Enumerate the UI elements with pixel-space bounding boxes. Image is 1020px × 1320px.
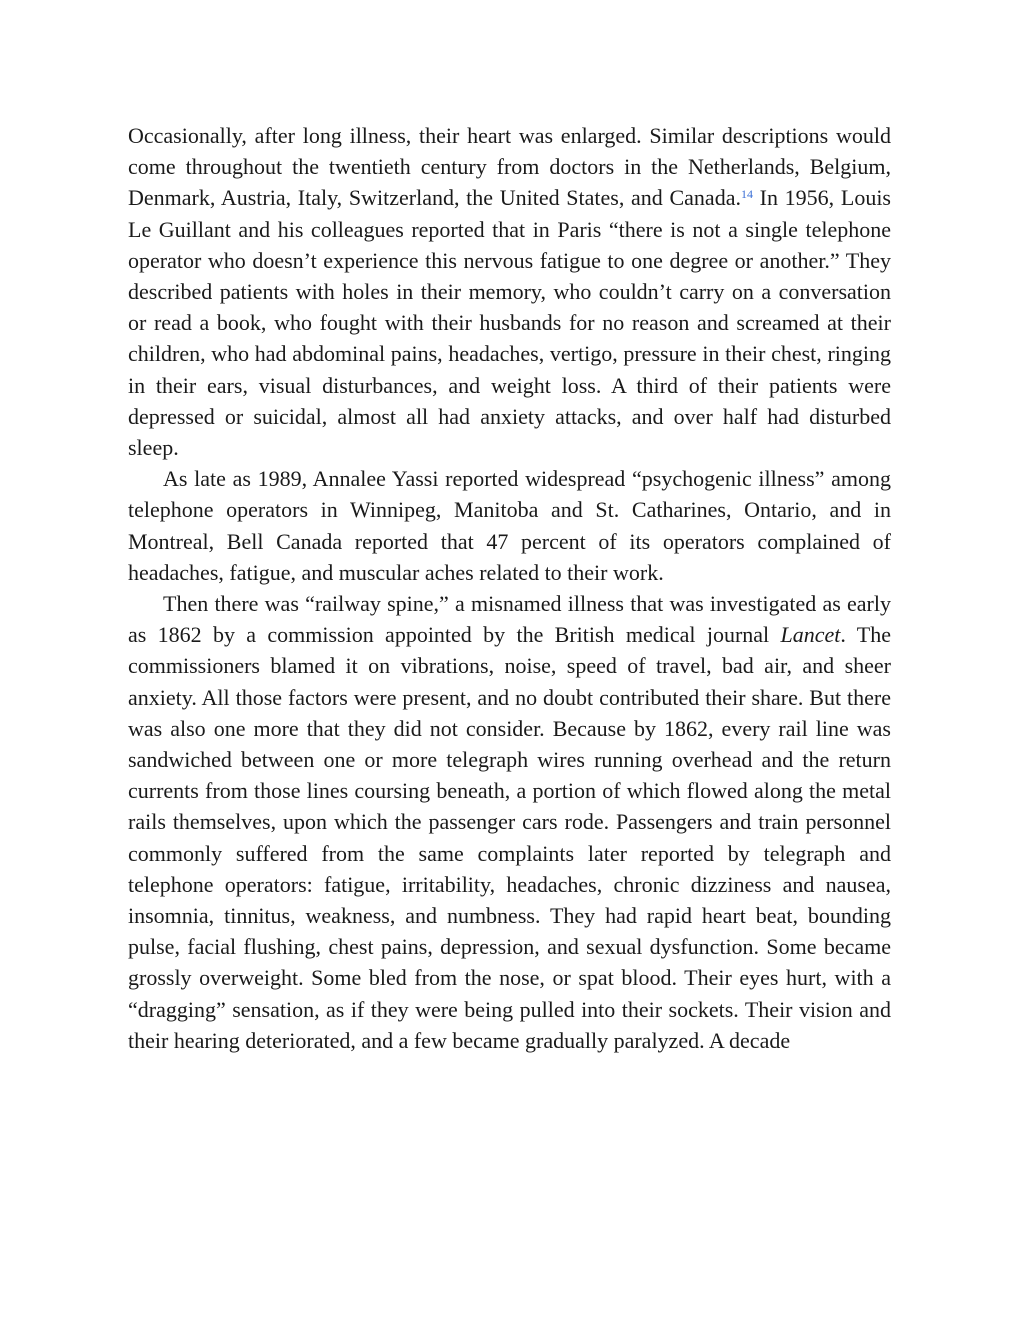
document-page [128, 120, 891, 1056]
paragraph-1-text-start: Occasionally, after long illness, their heart was enlarged. Similar descriptions would come throughout the twentieth century from doctors in the Netherlands, Belgium, Denmark, Austria, Italy, Switzerland, the United States, and Canada. [128, 123, 891, 211]
paragraph-3-text-end: . The commissioners blamed it on vibrations, noise, speed of travel, bad air, and sheer anxiety. All those factors were present, and no doubt contributed their share. But there was also one more that they did not consider. Because by 1862, every rail line was sandwiched between one or more telegraph wires running overhead and the return currents from those lines coursing beneath, a portion of which flowed along the metal rails themselves, upon which the passenger cars rode. Passengers and train personnel commonly suffered from the same complaints later reported by telegraph and telephone operators: fatigue, irritability, headaches, chronic dizziness and nausea, insomnia, tinnitus, weakness, and numbness. They had rapid heart beat, bounding pulse, facial flushing, chest pains, depression, and sexual dysfunction. Some became grossly overweight. Some bled from the nose, or spat blood. Their eyes hurt, with a “dragging” sensation, as if they were being pulled into their sockets. Their vision and their hearing deteriorated, and a few became gradually paralyzed. A decade [128, 622, 892, 1053]
journal-title-lancet: Lancet [780, 622, 841, 648]
paragraph-1-text-end: In 1956, Louis Le Guillant and his colleagues reported that in Paris “there is not a single telephone operator who doesn’t experience this nervous fatigue to one degree or another.” They described patients with holes in their memory, who couldn’t carry on a conversation or read a book, who fought with their husbands for no reason and screamed at their children, who had abdominal pains, headaches, vertigo, pressure in their chest, ringing in their ears, visual disturbances, and weight loss. A third of their patients were depressed or suicidal, almost all had anxiety attacks, and over half had disturbed sleep. [128, 185, 891, 461]
paragraph-3-text-start: Then there was “railway spine,” a misnamed illness that was investigated as early as 1862 by a commission appointed by the British medical journal [128, 591, 891, 648]
paragraph-1 [128, 120, 891, 463]
paragraph-2: As late as 1989, Annalee Yassi reported widespread “psychogenic illness” among telephone operators in Winnipeg, Manitoba and St. Catharines, Ontario, and in Montreal, Bell Canada reported that 47 percent of its operators complained of headaches, fatigue, and muscular aches related to their work. [128, 466, 891, 585]
paragraph-3 [128, 588, 891, 1056]
footnote-link-14[interactable]: 14 [740, 187, 753, 202]
